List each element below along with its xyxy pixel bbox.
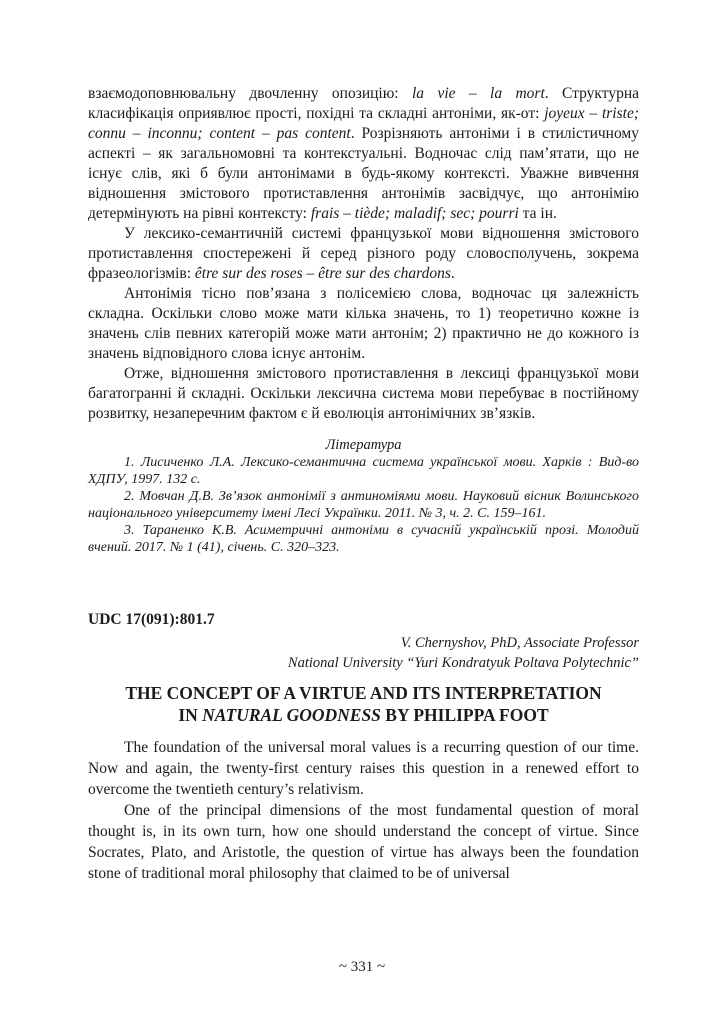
french-example-term: joyeux – triste; connu – inconnu; content – pas content [88, 105, 639, 142]
page-number: ~ 331 ~ [338, 959, 386, 975]
french-example-term: la vie – la mort [412, 85, 545, 102]
article-title-line-2 [88, 704, 639, 726]
text-run: взаємодоповнювальну двочленну опозицію: [88, 85, 412, 102]
uk-paragraph-conclusion [88, 364, 639, 424]
reference-item-1: 1. Лисиченко Л.А. Лексико-семантична система української мови. Харків : Вид-во ХДПУ, 1997. 132 с. [88, 455, 639, 487]
uk-paragraph-antonymy-polysemy [88, 284, 639, 364]
literature-heading: Література [325, 437, 402, 453]
uk-paragraph-antonym-classification [88, 84, 639, 224]
text-run: . [450, 265, 455, 282]
french-example-term: frais – tiède; maladif; sec; pourri [310, 205, 519, 222]
author-block [88, 633, 639, 673]
title-text-run: IN [178, 705, 203, 725]
uk-paragraph-lexico-semantic-system [88, 224, 639, 284]
text-run: Антонімія тісно пов’язана з полісемією слова, водночас ця залежність складна. Оскільки слово може мати кілька значень, то 1) теоретично кожне із значень слів певних категорій може мати антонім; 2) практично не до кожного із значень відповідного слова існує антонім. [88, 285, 639, 362]
reference-item-3: 3. Тараненко К.В. Асиметричні антоніми в сучасній українській прозі. Молодий вчений. 2017. № 1 (41), січень. С. 320–323. [88, 523, 639, 555]
author-affiliation: National University “Yuri Kondratyuk Poltava Polytechnic” [287, 655, 639, 671]
article-title [88, 682, 639, 726]
text-run: Отже, відношення змістового протиставлення в лексиці французької мови багатогранні й складні. Оскільки лексична система мови перебуває в постійному розвитку, незаперечним фактом є й еволюція антонімічних зв’язків. [88, 365, 639, 422]
text-run: та ін. [518, 205, 557, 222]
text-run: . Розрізняють антоніми і в стилістичному аспекті – як загальномовні та контекстуальні. Водночас слід пам’ятати, що не існує слів, які б були антонімами в будь-якому контексті. Уважне вивчення відношення змістового протиставлення антонімів засвідчує, що антонімію детермінують на рівні контексту: [88, 125, 639, 222]
page-body [88, 84, 639, 884]
french-example-term: être sur des roses – être sur des chardons [194, 265, 451, 282]
en-paragraph-moral-values: The foundation of the universal moral values is a recurring question of our time. Now and again, the twenty-first century raises this question in a renewed effort to overcome the twentieth century’s relativism. [88, 739, 639, 798]
text-run: У лексико-семантичній системі французької мови відношення змістового протиставлення спостережені й серед різного роду словосполучень, зокрема фразеологізмів: [88, 225, 639, 282]
article-title-line-1: THE CONCEPT OF A VIRTUE AND ITS INTERPRETATION [125, 683, 602, 703]
en-paragraph-concept-of-virtue: One of the principal dimensions of the most fundamental question of moral thought is, in its own turn, how one should understand the concept of virtue. Since Socrates, Plato, and Aristotle, the question of virtue has always been the foundation stone of traditional moral philosophy that claimed to be of universal [88, 802, 639, 882]
text-run: . Структурна класифікація оприявлює прості, похідні та складні антоніми, як-от: [88, 85, 639, 122]
udc-code: UDC 17(091):801.7 [88, 611, 215, 628]
reference-item-2: 2. Мовчан Д.В. Зв’язок антонімії з антиноміями мови. Науковий вісник Волинського національного університету імені Лесі Українки. 2011. № 3, ч. 2. С. 159–161. [88, 489, 639, 521]
title-text-run: BY PHILIPPA FOOT [380, 705, 549, 725]
author-name-degree: V. Chernyshov, PhD, Associate Professor [400, 635, 639, 651]
book-title-natural-goodness: NATURAL GOODNESS [202, 705, 381, 725]
